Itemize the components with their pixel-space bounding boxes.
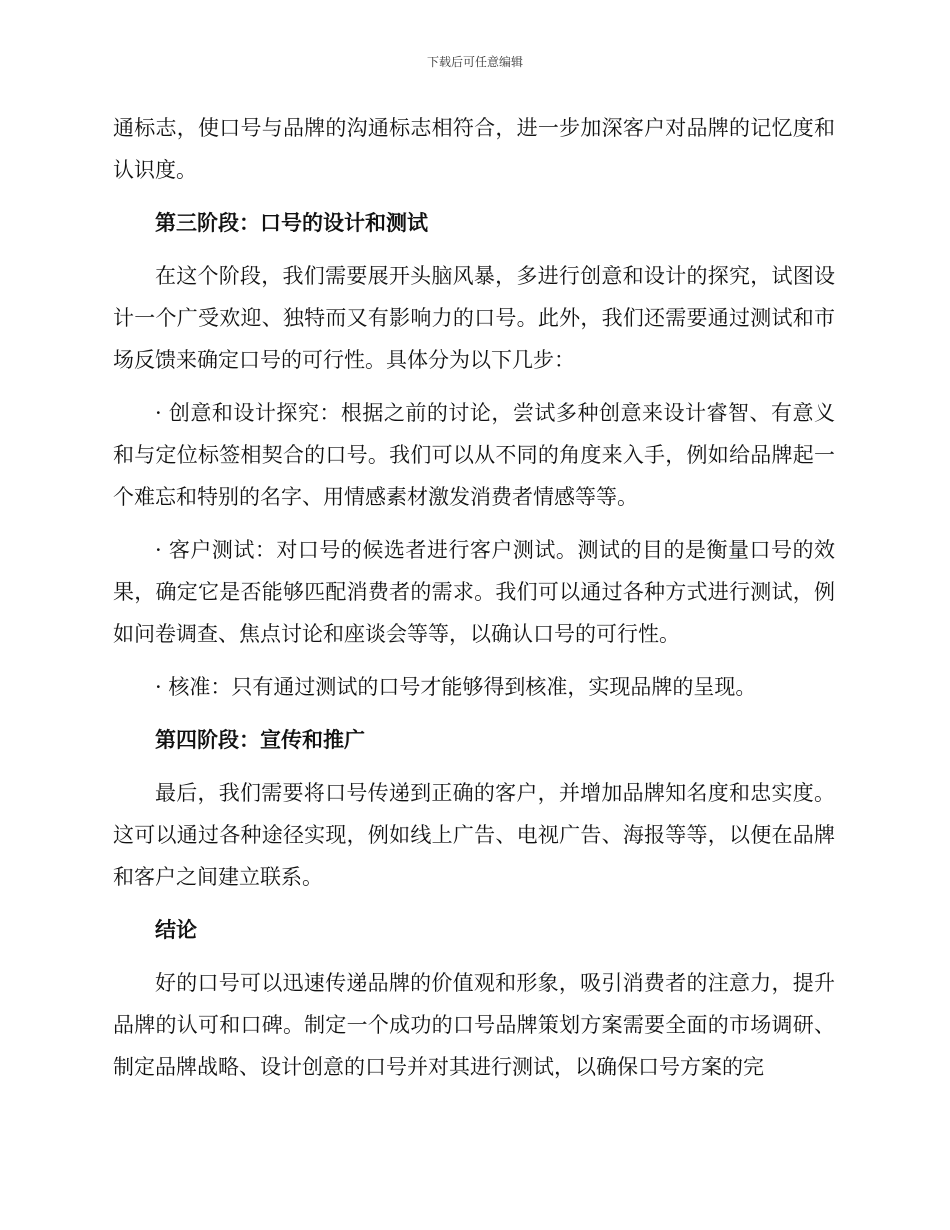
bullet-approval: · 核准：只有通过测试的口号才能够得到核准，实现品牌的呈现。 — [155, 675, 757, 699]
page-header: 下载后可任意编辑 — [426, 55, 523, 69]
paragraph-intro-tail: 通标志，使口号与品牌的沟通标志相符合，进一步加深客户对品牌的记忆度和认识度。 — [113, 116, 835, 182]
paragraph-stage-3-intro: 在这个阶段，我们需要展开头脑风暴，多进行创意和设计的探究，试图设计一个广受欢迎、独特而又有影响力的口号。此外，我们还需要通过测试和市场反馈来确定口号的可行性。具体分为以下几步： — [113, 264, 835, 372]
paragraph-stage-4: 最后，我们需要将口号传递到正确的客户，并增加品牌知名度和忠实度。这可以通过各种途径实现，例如线上广告、电视广告、海报等等，以便在品牌和客户之间建立联系。 — [113, 781, 835, 889]
document-body — [113, 107, 835, 1088]
bullet-customer-testing: · 客户测试：对口号的候选者进行客户测试。测试的目的是衡量口号的效果，确定它是否能够匹配消费者的需求。我们可以通过各种方式进行测试，例如问卷调查、焦点讨论和座谈会等等，以确认口号的可行性。 — [113, 538, 835, 646]
paragraph-conclusion: 好的口号可以迅速传递品牌的价值观和形象，吸引消费者的注意力，提升品牌的认可和口碑。制定一个成功的口号品牌策划方案需要全面的市场调研、制定品牌战略、设计创意的口号并对其进行测试，以确保口号方案的完 — [113, 971, 835, 1079]
bullet-creative-design: · 创意和设计探究：根据之前的讨论，尝试多种创意来设计睿智、有意义和与定位标签相契合的口号。我们可以从不同的角度来入手，例如给品牌起一个难忘和特别的名字、用情感素材激发消费者情感等等。 — [113, 401, 835, 509]
heading-stage-4: 第四阶段：宣传和推广 — [155, 728, 365, 752]
heading-stage-3: 第三阶段：口号的设计和测试 — [155, 211, 428, 235]
heading-conclusion: 结论 — [155, 918, 197, 942]
